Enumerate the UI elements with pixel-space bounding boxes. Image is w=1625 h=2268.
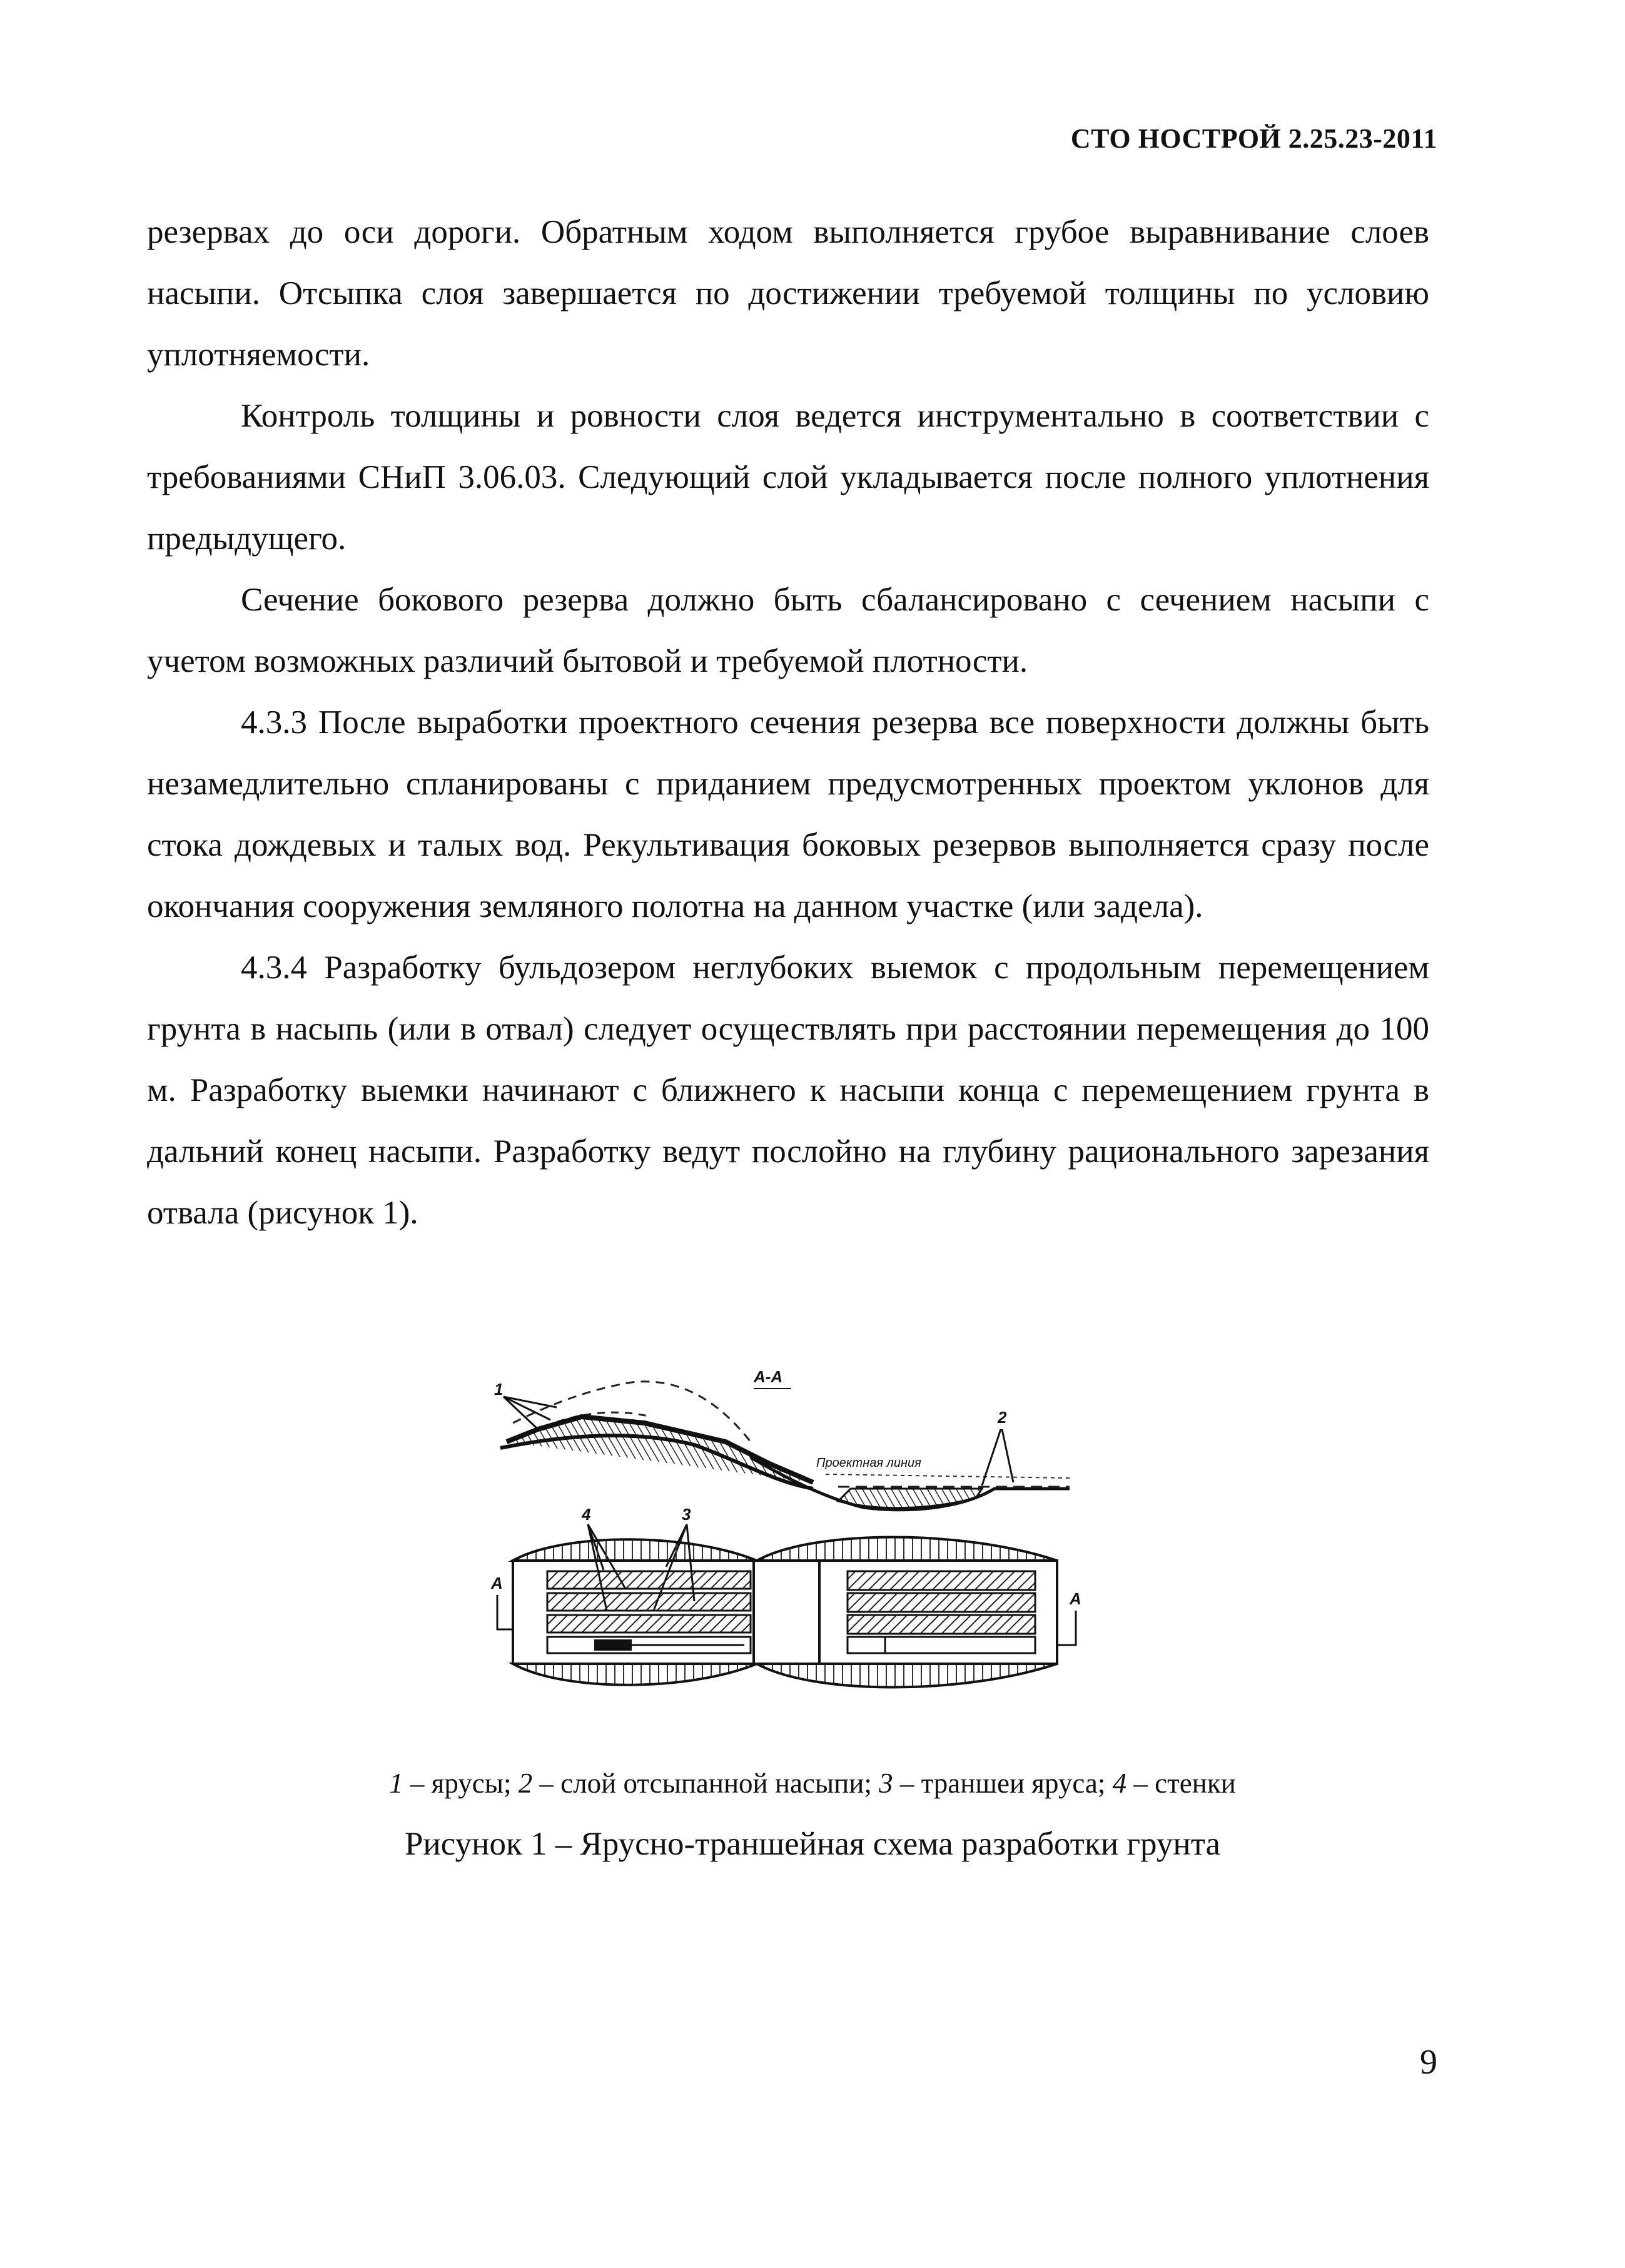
legend-num-4: 4	[1112, 1768, 1127, 1799]
figure-1-diagram	[488, 1354, 1088, 1748]
page-number: 9	[1420, 2043, 1437, 2082]
paragraph-4-3-3: 4.3.3 После выработки проектного сечения резерва все поверхности должны быть незамедлительно спланированы с приданием предусмотренных проектом уклонов для стока дождевых и талых вод. Рекультивация боковых резервов выполняется сразу после окончания сооружения земляного полотна на данном участке (или задела).	[147, 704, 1429, 924]
callout-2: 2	[998, 1408, 1007, 1427]
section-mark-right: А	[1070, 1589, 1081, 1608]
legend-num-2: 2	[518, 1768, 533, 1799]
paragraph-4-3-4: 4.3.4 Разработку бульдозером неглубоких выемок с продольным перемещением грунта в насыпь (или в отвал) следует осуществлять при расстоянии перемещения до 100 м. Разработку выемки начинают с ближнего к насыпи конца с перемещением грунта в дальний конец насыпи. Разработку ведут послойно на глубину рационального зарезания отвала (рисунок 1).	[147, 949, 1429, 1231]
legend-text-3: – траншеи яруса;	[893, 1768, 1113, 1799]
figure-legend	[0, 1767, 1625, 1800]
body-text	[147, 201, 1429, 1243]
legend-text-4: – стенки	[1126, 1768, 1236, 1799]
callout-4: 4	[582, 1505, 591, 1524]
paragraph-reserve-section: Сечение бокового резерва должно быть сбалансировано с сечением насыпи с учетом возможных различий бытовой и требуемой плотности.	[147, 582, 1429, 679]
plan-view	[490, 1505, 1081, 1688]
design-line-label: Проектная линия	[816, 1456, 921, 1470]
legend-text-1: – ярусы;	[403, 1768, 519, 1799]
paragraph-continuation: резервах до оси дороги. Обратным ходом выполняется грубое выравнивание слоев насыпи. Отсыпка слоя завершается по достижении требуемой толщины по условию уплотняемости.	[147, 214, 1429, 373]
document-code-header: СТО НОСТРОЙ 2.25.23-2011	[1070, 123, 1437, 154]
callout-3: 3	[682, 1505, 691, 1524]
section-mark-left: А	[491, 1574, 503, 1592]
callout-1: 1	[494, 1380, 504, 1399]
legend-text-2: – слой отсыпанной насыпи;	[532, 1768, 879, 1799]
figure-caption: Рисунок 1 – Ярусно-траншейная схема разработки грунта	[404, 1826, 1221, 1862]
cross-section-a-a	[494, 1367, 1070, 1510]
legend-num-1: 1	[389, 1768, 403, 1799]
paragraph-thickness-control: Контроль толщины и ровности слоя ведется инструментально в соответствии с требованиями СНиП 3.06.03. Следующий слой укладывается после полного уплотнения предыдущего.	[147, 398, 1429, 557]
legend-num-3: 3	[879, 1768, 893, 1799]
section-label: А-А	[754, 1367, 783, 1386]
